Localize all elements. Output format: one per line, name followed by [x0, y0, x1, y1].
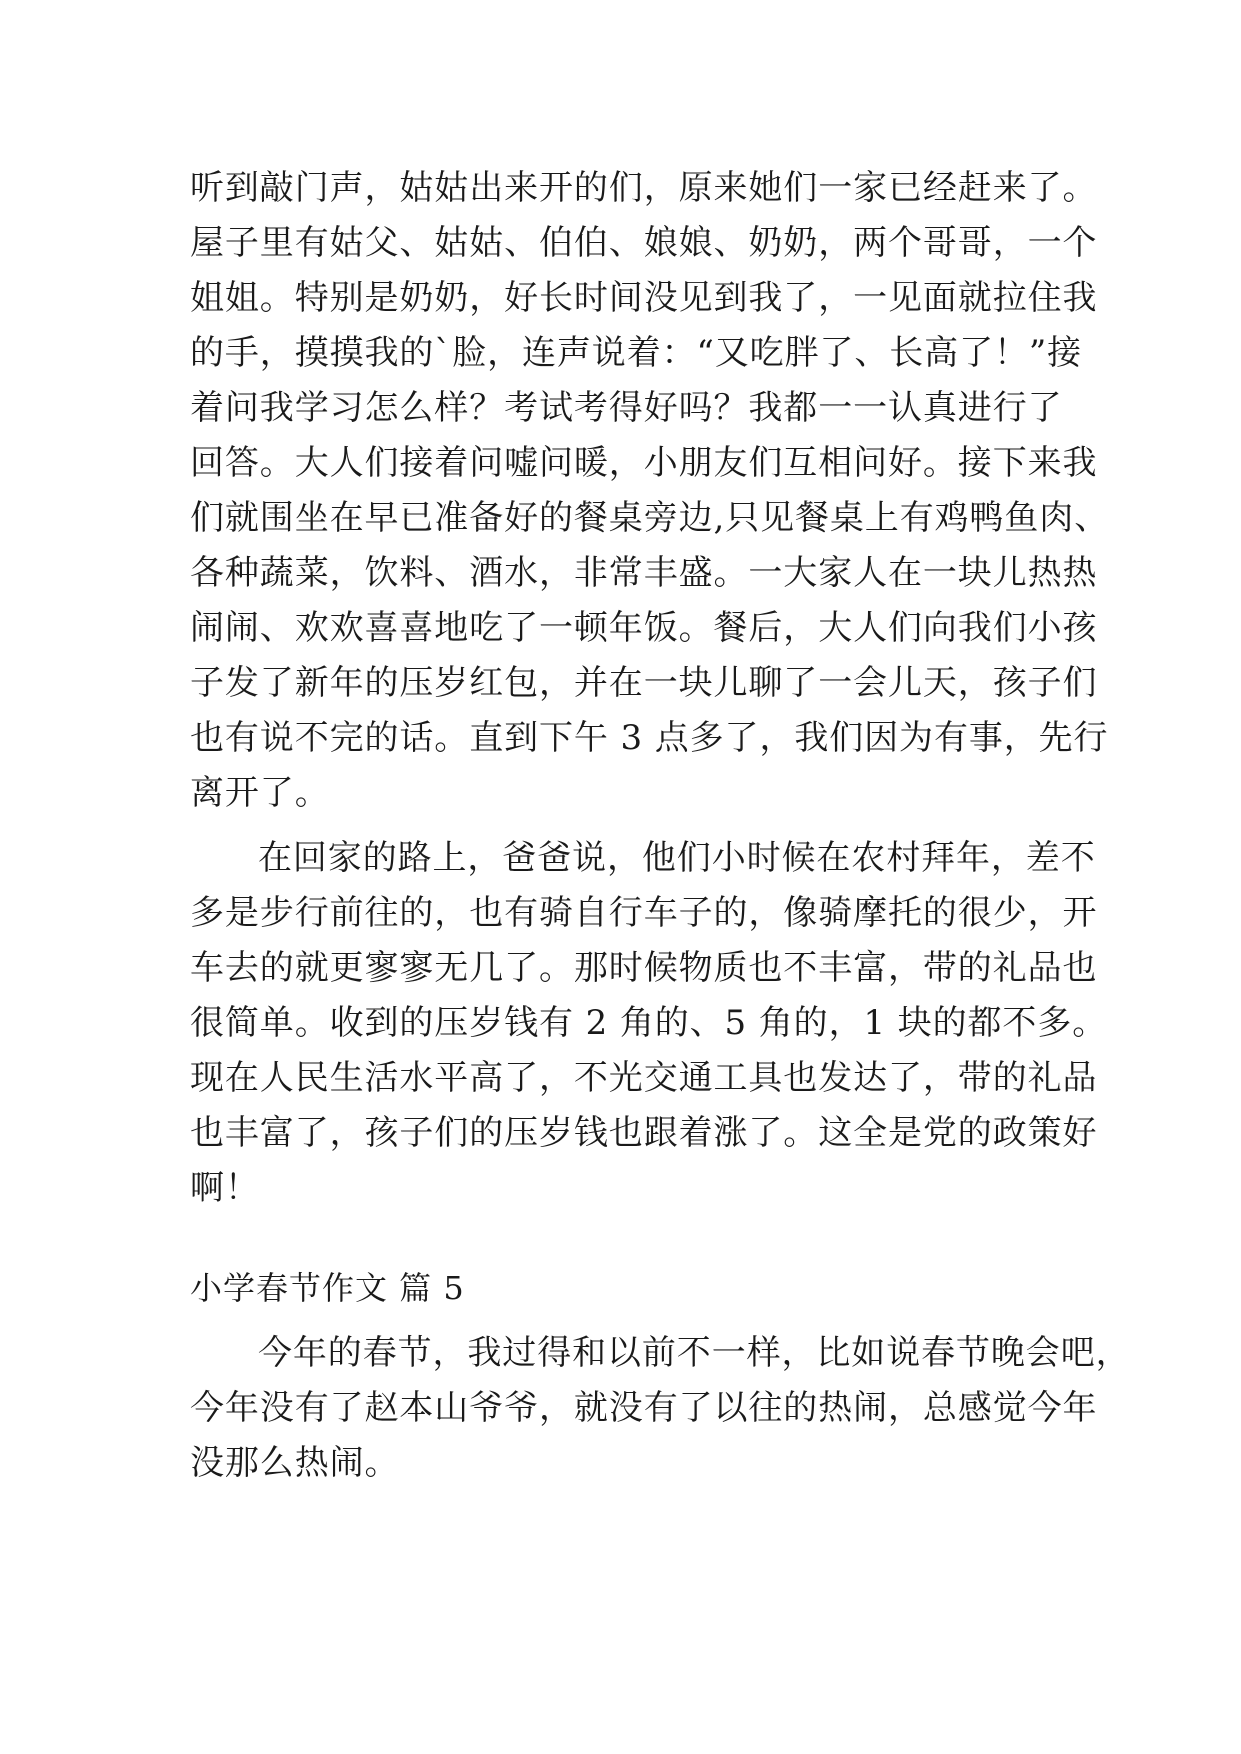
paragraph-1-line-5: 着问我学习怎么样？考试考得好吗？我都一一认真进行了: [190, 388, 1063, 428]
paragraph-2-line-1: 在回家的路上，爸爸说，他们小时候在农村拜年，差不: [258, 838, 1096, 878]
paragraph-1-line-10: 子发了新年的压岁红包，并在一块儿聊了一会儿天，孩子们: [190, 663, 1098, 703]
paragraph-2-line-2: 多是步行前往的，也有骑自行车子的，像骑摩托的很少，开: [190, 893, 1098, 933]
paragraph-2-line-3: 车去的就更寥寥无几了。那时候物质也不丰富，带的礼品也: [190, 948, 1098, 988]
paragraph-1-line-11: 也有说不完的话。直到下午 3 点多了，我们因为有事，先行: [190, 718, 1109, 758]
paragraph-1-line-12: 离开了。: [190, 773, 330, 813]
paragraph-1-line-3: 姐姐。特别是奶奶，好长时间没见到我了，一见面就拉住我: [190, 278, 1098, 318]
paragraph-2-line-5: 现在人民生活水平高了，不光交通工具也发达了，带的礼品: [190, 1058, 1098, 1098]
paragraph-1-line-2: 屋子里有姑父、姑姑、伯伯、娘娘、奶奶，两个哥哥，一个: [190, 223, 1098, 263]
paragraph-2-line-6: 也丰富了，孩子们的压岁钱也跟着涨了。这全是党的政策好: [190, 1113, 1098, 1153]
paragraph-1-line-6: 回答。大人们接着问嘘问暖，小朋友们互相问好。接下来我: [190, 443, 1098, 483]
paragraph-1-line-9: 闹闹、欢欢喜喜地吃了一顿年饭。餐后，大人们向我们小孩: [190, 608, 1098, 648]
paragraph-3-line-3: 没那么热闹。: [190, 1443, 400, 1483]
paragraph-2-line-4: 很简单。收到的压岁钱有 2 角的、5 角的，1 块的都不多。: [190, 1003, 1108, 1043]
paragraph-1-line-7: 们就围坐在早已准备好的餐桌旁边,只见餐桌上有鸡鸭鱼肉、: [190, 498, 1110, 538]
paragraph-3-line-1: 今年的春节，我过得和以前不一样，比如说春节晚会吧，: [258, 1333, 1131, 1373]
paragraph-1-line-4: 的手，摸摸我的`脸，连声说着：“又吃胖了、长高了！”接: [190, 333, 1083, 373]
paragraph-3-line-2: 今年没有了赵本山爷爷，就没有了以往的热闹，总感觉今年: [190, 1388, 1098, 1428]
paragraph-1-line-1: 听到敲门声，姑姑出来开的们，原来她们一家已经赶来了。: [190, 168, 1098, 208]
paragraph-1-line-8: 各种蔬菜，饮料、酒水，非常丰盛。一大家人在一块儿热热: [190, 553, 1098, 593]
paragraph-2-line-7: 啊！: [190, 1168, 260, 1208]
section-heading: 小学春节作文 篇 5: [190, 1269, 465, 1307]
